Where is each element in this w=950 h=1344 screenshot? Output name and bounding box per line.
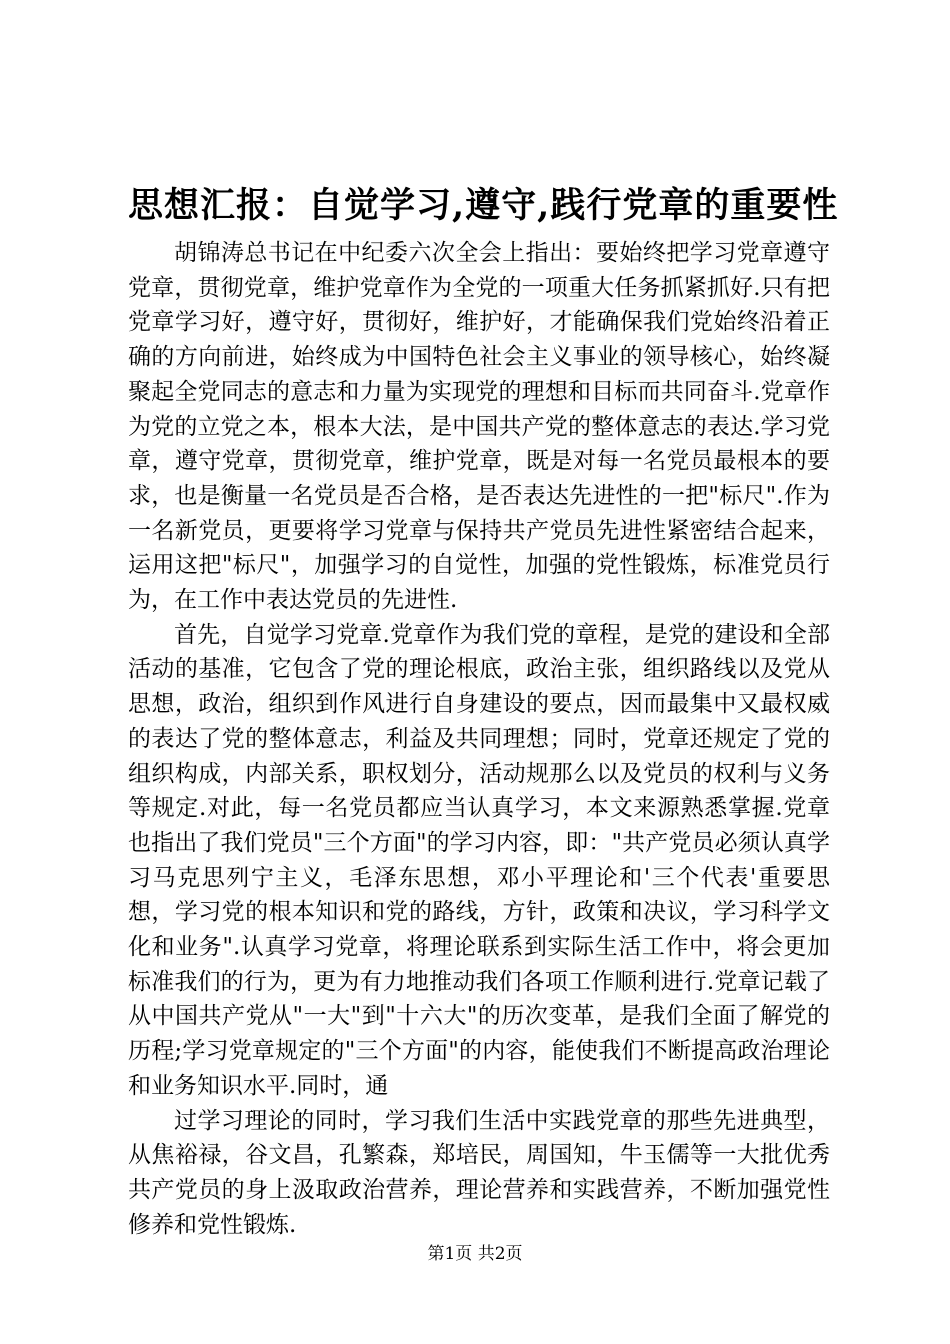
- page-footer: 第1页 共2页: [427, 1244, 523, 1264]
- document-title: 思想汇报：自觉学习,遵守,践行党章的重要性: [128, 185, 839, 226]
- paragraph-3: 过学习理论的同时，学习我们生活中实践党章的那些先进典型，从焦裕禄，谷文昌，孔繁森，郑培民，周国知，牛玉儒等一大批优秀共产党员的身上汲取政治营养，理论营养和实践营养，不断加强党性修养和党性锻炼.: [128, 1107, 830, 1238]
- document-body: [128, 236, 830, 1242]
- paragraph-2: 首先，自觉学习党章.党章作为我们党的章程，是党的建设和全部活动的基准，它包含了党的理论根底，政治主张，组织路线以及党从思想，政治，组织到作风进行自身建设的要点，因而最集中又最权威的表达了党的整体意志，利益及共同理想；同时，党章还规定了党的组织构成，内部关系，职权划分，活动规那么以及党员的权利与义务等规定.对此，每一名党员都应当认真学习，本文来源熟悉掌握.党章也指出了我们党员"三个方面"的学习内容，即："共产党员必须认真学习马克思列宁主义，毛泽东思想，邓小平理论和'三个代表'重要思想，学习党的根本知识和党的路线，方针，政策和决议，学习科学文化和业务".认真学习党章，将理论联系到实际生活工作中，将会更加标准我们的行为，更为有力地推动我们各项工作顺利进行.党章记载了从中国共产党从"一大"到"十六大"的历次变革，是我们全面了解党的历程;学习党章规定的"三个方面"的内容，能使我们不断提高政治理论和业务知识水平.同时，通: [128, 621, 830, 1099]
- paragraph-1: 胡锦涛总书记在中纪委六次全会上指出：要始终把学习党章遵守党章，贯彻党章，维护党章作为全党的一项重大任务抓紧抓好.只有把党章学习好，遵守好，贯彻好，维护好，才能确保我们党始终沿着正确的方向前进，始终成为中国特色社会主义事业的领导核心，始终凝聚起全党同志的意志和力量为实现党的理想和目标而共同奋斗.党章作为党的立党之本，根本大法，是中国共产党的整体意志的表达.学习党章，遵守党章，贯彻党章，维护党章，既是对每一名党员最根本的要求，也是衡量一名党员是否合格，是否表达先进性的一把"标尺".作为一名新党员，更要将学习党章与保持共产党员先进性紧密结合起来，运用这把"标尺"，加强学习的自觉性，加强的党性锻炼，标准党员行为，在工作中表达党员的先进性.: [128, 240, 830, 614]
